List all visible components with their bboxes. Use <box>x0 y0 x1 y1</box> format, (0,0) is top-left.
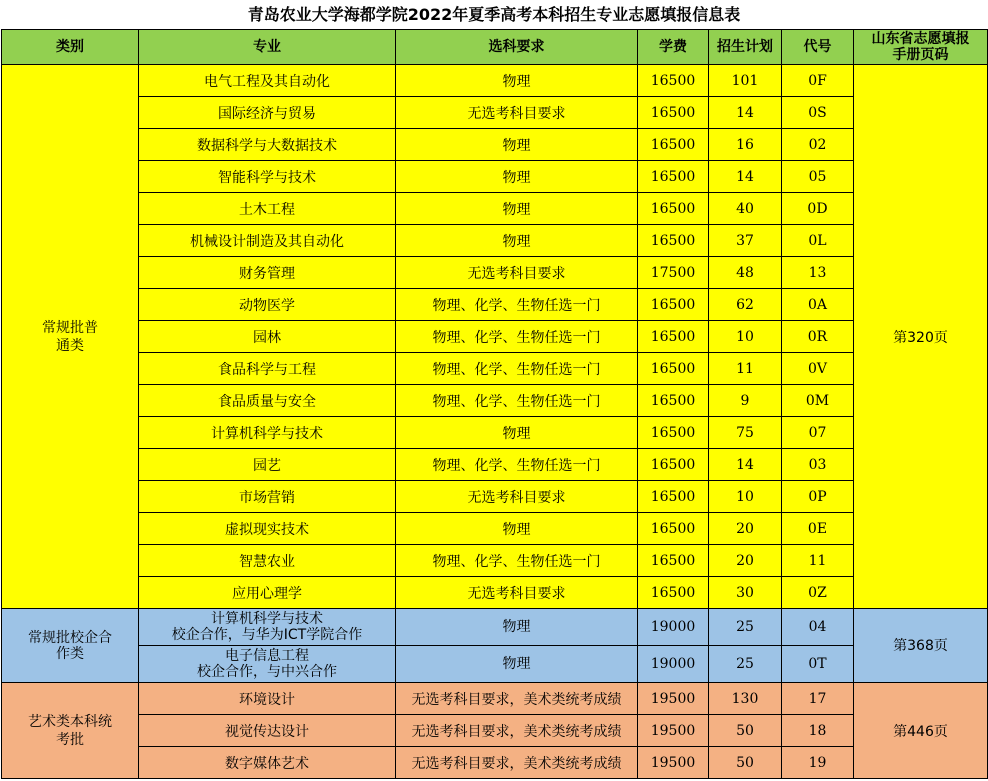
major-cell <box>139 513 396 545</box>
major-cell <box>139 385 396 417</box>
requirement-cell: 无选考科目要求 <box>396 97 638 129</box>
table-row <box>2 513 988 545</box>
table-body <box>2 65 988 779</box>
code-cell: 0L <box>782 225 854 257</box>
fee-cell: 16500 <box>638 449 709 481</box>
fee-cell: 16500 <box>638 545 709 577</box>
requirement-cell: 物理 <box>396 609 638 646</box>
major-cell <box>139 417 396 449</box>
code-cell: 0S <box>782 97 854 129</box>
plan-cell: 10 <box>709 321 782 353</box>
header-code: 代号 <box>782 30 854 65</box>
code-cell: 0F <box>782 65 854 97</box>
code-cell: 0T <box>782 646 854 683</box>
major-note: 校企合作，与中兴合作 <box>197 664 337 680</box>
table-row <box>2 225 988 257</box>
fee-cell: 16500 <box>638 385 709 417</box>
table-row <box>2 97 988 129</box>
table-row <box>2 417 988 449</box>
plan-cell: 11 <box>709 353 782 385</box>
major-cell <box>139 97 396 129</box>
category-label: 常规批普通类 <box>42 319 98 354</box>
major-cell <box>139 65 396 97</box>
page-title: 青岛农业大学海都学院2022年夏季高考本科招生专业志愿填报信息表 <box>247 5 741 24</box>
admission-table <box>1 29 988 779</box>
major-cell <box>139 321 396 353</box>
major-name: 视觉传达设计 <box>225 723 309 740</box>
requirement-cell: 无选考科目要求 <box>396 257 638 289</box>
header-major: 专业 <box>139 30 396 65</box>
plan-cell: 75 <box>709 417 782 449</box>
requirement-cell: 无选考科目要求 <box>396 577 638 609</box>
major-cell <box>139 646 396 683</box>
plan-cell: 48 <box>709 257 782 289</box>
major-cell <box>139 609 396 646</box>
fee-cell: 16500 <box>638 65 709 97</box>
fee-cell: 16500 <box>638 481 709 513</box>
plan-cell: 9 <box>709 385 782 417</box>
plan-cell: 62 <box>709 289 782 321</box>
fee-cell: 19500 <box>638 715 709 747</box>
major-note: 校企合作，与华为ICT学院合作 <box>171 627 363 643</box>
fee-cell: 19500 <box>638 747 709 779</box>
fee-cell: 17500 <box>638 257 709 289</box>
major-name: 动物医学 <box>239 297 295 314</box>
requirement-cell: 无选考科目要求 <box>396 481 638 513</box>
handbook-page-cell: 第320页 <box>854 65 988 609</box>
category-label: 艺术类本科统考批 <box>28 713 112 748</box>
table-row <box>2 353 988 385</box>
category-cell <box>2 609 139 683</box>
requirement-cell: 物理、化学、生物任选一门 <box>396 449 638 481</box>
fee-cell: 16500 <box>638 129 709 161</box>
requirement-cell: 物理、化学、生物任选一门 <box>396 545 638 577</box>
category-cell <box>2 683 139 779</box>
plan-cell: 14 <box>709 97 782 129</box>
header-row <box>2 30 988 65</box>
plan-cell: 20 <box>709 545 782 577</box>
code-cell: 0Z <box>782 577 854 609</box>
table-row <box>2 193 988 225</box>
plan-cell: 20 <box>709 513 782 545</box>
fee-cell: 19500 <box>638 683 709 715</box>
table-row <box>2 715 988 747</box>
major-name: 园林 <box>253 329 281 346</box>
requirement-cell: 物理 <box>396 513 638 545</box>
code-cell: 04 <box>782 609 854 646</box>
handbook-page-cell: 第368页 <box>854 609 988 683</box>
table-row <box>2 577 988 609</box>
fee-cell: 16500 <box>638 577 709 609</box>
major-name: 财务管理 <box>239 265 295 282</box>
code-cell: 07 <box>782 417 854 449</box>
major-name: 电子信息工程 <box>225 648 309 664</box>
major-name: 土木工程 <box>239 201 295 218</box>
major-name: 环境设计 <box>239 691 295 708</box>
code-cell: 0V <box>782 353 854 385</box>
requirement-cell: 物理、化学、生物任选一门 <box>396 289 638 321</box>
major-name: 计算机科学与技术 <box>211 611 323 627</box>
category-cell <box>2 65 139 609</box>
table-row <box>2 481 988 513</box>
plan-cell: 25 <box>709 646 782 683</box>
header-requirement: 选科要求 <box>396 30 638 65</box>
major-cell <box>139 545 396 577</box>
table-row <box>2 683 988 715</box>
table-row <box>2 449 988 481</box>
major-name: 园艺 <box>253 457 281 474</box>
major-name: 智能科学与技术 <box>218 169 316 186</box>
table-row <box>2 129 988 161</box>
header-page: 山东省志愿填报手册页码 <box>854 30 988 65</box>
plan-cell: 16 <box>709 129 782 161</box>
fee-cell: 16500 <box>638 193 709 225</box>
table-row <box>2 289 988 321</box>
table-row <box>2 747 988 779</box>
requirement-cell: 物理 <box>396 225 638 257</box>
table-row <box>2 161 988 193</box>
requirement-cell: 物理 <box>396 417 638 449</box>
code-cell: 0R <box>782 321 854 353</box>
plan-cell: 50 <box>709 715 782 747</box>
plan-cell: 40 <box>709 193 782 225</box>
requirement-cell: 无选考科目要求，美术类统考成绩 <box>396 683 638 715</box>
requirement-cell: 物理、化学、生物任选一门 <box>396 321 638 353</box>
major-cell <box>139 161 396 193</box>
code-cell: 18 <box>782 715 854 747</box>
code-cell: 11 <box>782 545 854 577</box>
fee-cell: 16500 <box>638 97 709 129</box>
fee-cell: 16500 <box>638 417 709 449</box>
major-name: 机械设计制造及其自动化 <box>190 233 344 250</box>
major-cell <box>139 289 396 321</box>
requirement-cell: 物理 <box>396 129 638 161</box>
major-name: 国际经济与贸易 <box>218 105 316 122</box>
major-cell <box>139 257 396 289</box>
major-cell <box>139 715 396 747</box>
requirement-cell: 物理 <box>396 65 638 97</box>
table-row <box>2 385 988 417</box>
major-cell <box>139 747 396 779</box>
code-cell: 0D <box>782 193 854 225</box>
fee-cell: 16500 <box>638 225 709 257</box>
code-cell: 03 <box>782 449 854 481</box>
plan-cell: 25 <box>709 609 782 646</box>
code-cell: 05 <box>782 161 854 193</box>
table-row <box>2 65 988 97</box>
requirement-cell: 物理 <box>396 646 638 683</box>
major-cell <box>139 353 396 385</box>
table-row <box>2 321 988 353</box>
major-name: 食品质量与安全 <box>218 393 316 410</box>
major-name: 应用心理学 <box>232 585 302 602</box>
handbook-page-cell: 第446页 <box>854 683 988 779</box>
major-cell <box>139 225 396 257</box>
requirement-cell: 无选考科目要求，美术类统考成绩 <box>396 715 638 747</box>
code-cell: 02 <box>782 129 854 161</box>
fee-cell: 19000 <box>638 609 709 646</box>
plan-cell: 14 <box>709 161 782 193</box>
table-row <box>2 609 988 646</box>
requirement-cell: 无选考科目要求，美术类统考成绩 <box>396 747 638 779</box>
category-label: 常规批校企合作类 <box>28 629 112 662</box>
major-cell <box>139 193 396 225</box>
requirement-cell: 物理、化学、生物任选一门 <box>396 353 638 385</box>
requirement-cell: 物理 <box>396 161 638 193</box>
code-cell: 17 <box>782 683 854 715</box>
requirement-cell: 物理 <box>396 193 638 225</box>
major-name: 虚拟现实技术 <box>225 521 309 538</box>
plan-cell: 37 <box>709 225 782 257</box>
major-name: 电气工程及其自动化 <box>204 73 330 90</box>
table-row <box>2 257 988 289</box>
code-cell: 0E <box>782 513 854 545</box>
header-fee: 学费 <box>638 30 709 65</box>
table-row <box>2 646 988 683</box>
fee-cell: 16500 <box>638 321 709 353</box>
plan-cell: 10 <box>709 481 782 513</box>
major-name: 市场营销 <box>239 489 295 506</box>
plan-cell: 30 <box>709 577 782 609</box>
header-plan: 招生计划 <box>709 30 782 65</box>
major-cell <box>139 481 396 513</box>
code-cell: 0P <box>782 481 854 513</box>
fee-cell: 16500 <box>638 161 709 193</box>
code-cell: 0M <box>782 385 854 417</box>
plan-cell: 14 <box>709 449 782 481</box>
major-name: 数字媒体艺术 <box>225 755 309 772</box>
table-row <box>2 545 988 577</box>
major-cell <box>139 683 396 715</box>
major-name: 智慧农业 <box>239 553 295 570</box>
code-cell: 13 <box>782 257 854 289</box>
header-category: 类别 <box>2 30 139 65</box>
major-name: 计算机科学与技术 <box>211 425 323 442</box>
fee-cell: 16500 <box>638 353 709 385</box>
fee-cell: 19000 <box>638 646 709 683</box>
major-cell <box>139 449 396 481</box>
code-cell: 0A <box>782 289 854 321</box>
plan-cell: 101 <box>709 65 782 97</box>
code-cell: 19 <box>782 747 854 779</box>
requirement-cell: 物理、化学、生物任选一门 <box>396 385 638 417</box>
major-cell <box>139 577 396 609</box>
fee-cell: 16500 <box>638 289 709 321</box>
major-cell <box>139 129 396 161</box>
major-name: 食品科学与工程 <box>218 361 316 378</box>
plan-cell: 130 <box>709 683 782 715</box>
fee-cell: 16500 <box>638 513 709 545</box>
major-name: 数据科学与大数据技术 <box>197 137 337 154</box>
plan-cell: 50 <box>709 747 782 779</box>
